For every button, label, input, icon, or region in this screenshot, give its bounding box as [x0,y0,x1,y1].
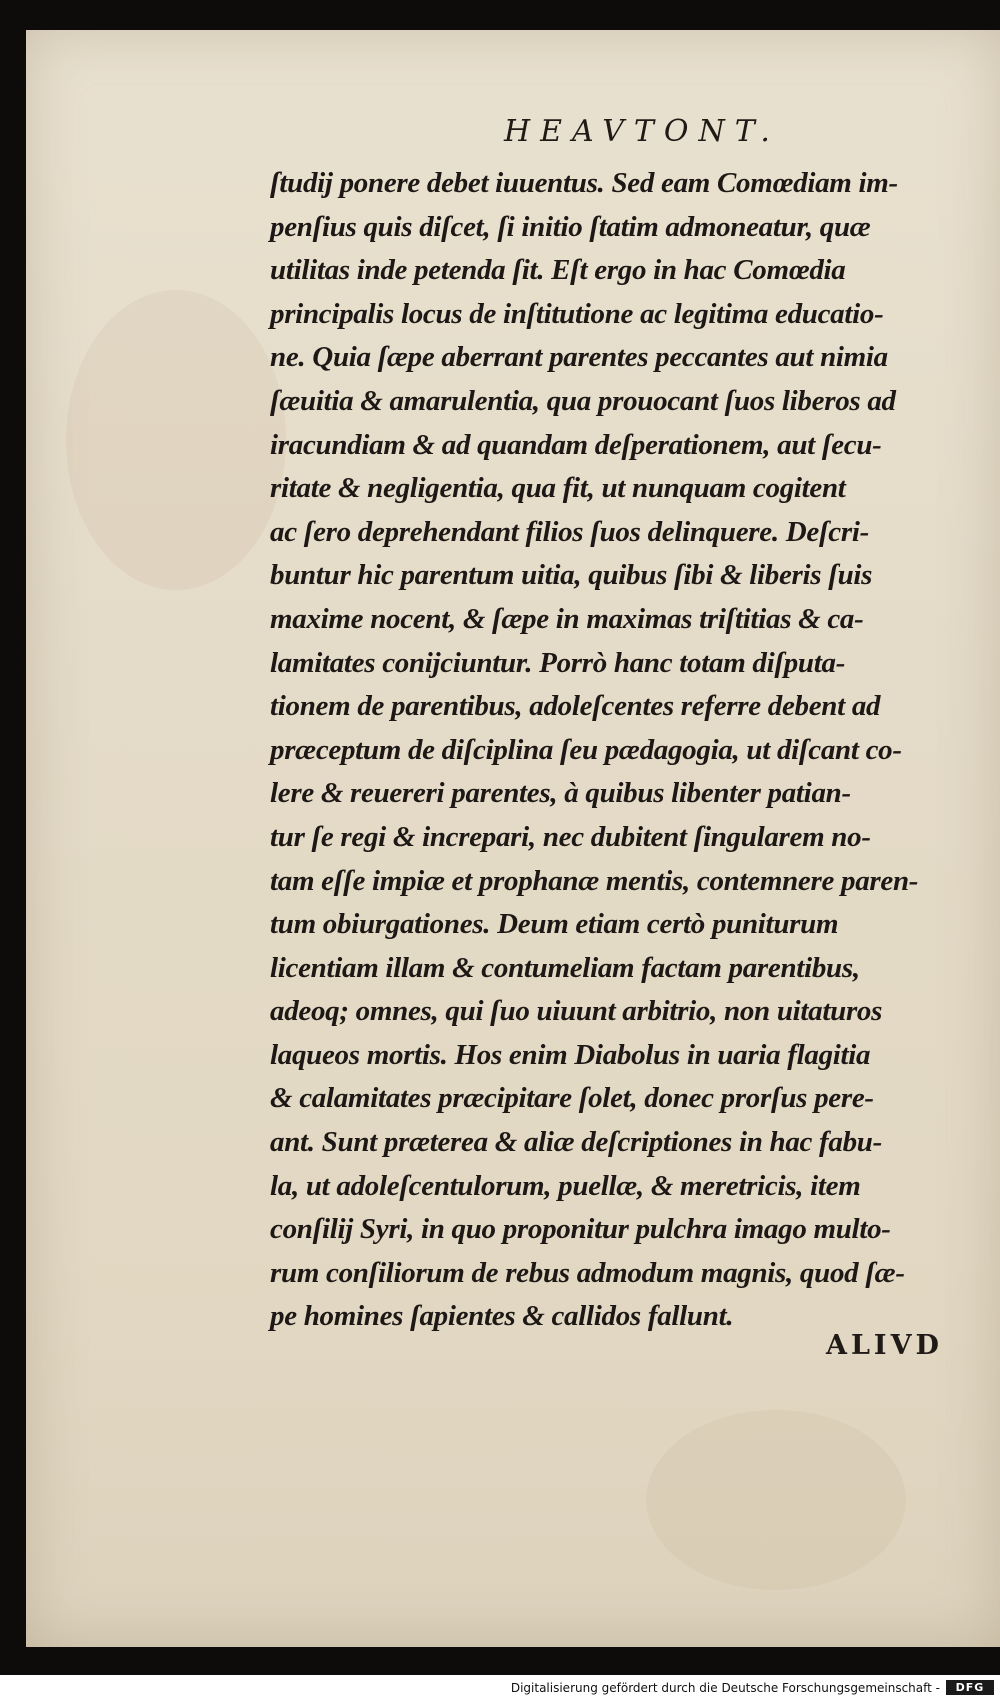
book-page [26,30,1000,1647]
text-line: lamitates conijciuntur. Porrò hanc totam diſputa- [270,646,846,679]
text-line: maxime nocent, & ſæpe in maximas triſtitias & ca- [270,602,864,635]
text-line: principalis locus de inſtitutione ac legitima educatio- [270,297,884,330]
text-line: ſtudij ponere debet iuuentus. Sed eam Comœdiam im- [270,167,898,199]
dfg-logo: DFG [946,1680,994,1695]
text-line: tam eſſe impiæ et prophanæ mentis, contemnere paren- [270,864,919,897]
text-line: la, ut adoleſcentulorum, puellæ, & meretricis, item [270,1169,861,1202]
text-line: & calamitates præcipitare ſolet, donec prorſus pere- [270,1082,874,1115]
text-line: licentiam illam & contumeliam factam parentibus, [270,951,860,984]
text-line: iracundiam & ad quandam deſperationem, aut ſecu- [270,428,882,461]
text-line: tur ſe regi & increpari, nec dubitent ſingularem no- [270,820,871,853]
text-line: conſilij Syri, in quo proponitur pulchra imago multo- [270,1213,891,1246]
text-line: ritate & negligentia, qua fit, ut nunquam cogitent [270,472,846,505]
text-line: ne. Quia ſæpe aberrant parentes peccantes aut nimia [270,341,888,374]
text-line: ac ſero deprehendant filios ſuos delinquere. Deſcri- [270,515,869,548]
text-line: præceptum de diſciplina ſeu pædagogia, ut diſcant co- [270,733,902,766]
footer-bar [0,1675,1000,1699]
text-line: pe homines ſapientes & callidos fallunt. [270,1300,734,1333]
paper-stain [66,290,286,590]
text-line: adeoq; omnes, qui ſuo uiuunt arbitrio, non uitaturos [270,995,883,1028]
text-line: utilitas inde petenda ſit. Eſt ergo in hac Comœdia [270,254,846,287]
text-line: laqueos mortis. Hos enim Diabolus in uaria flagitia [270,1038,871,1071]
paper-stain [646,1410,906,1590]
text-line: rum conſiliorum de rebus admodum magnis, quod ſæ- [270,1256,905,1289]
text-line: penſius quis diſcet, ſi initio ſtatim admoneatur, quæ [270,210,871,243]
text-line: buntur hic parentum uitia, quibus ſibi & liberis ſuis [270,559,873,592]
text-line: tionem de parentibus, adoleſcentes referre debent ad [270,690,881,723]
running-head: HEAVTONT. [504,114,780,149]
text-line: ant. Sunt præterea & aliæ deſcriptiones in hac fabu- [270,1126,882,1159]
text-line: ſæuitia & amarulentia, qua prouocant ſuos liberos ad [270,384,896,417]
digitization-credit: Digitalisierung gefördert durch die Deutsche Forschungsgemeinschaft - [510,1681,940,1695]
body-text [270,162,970,1339]
catchword: ALIVD [826,1330,943,1361]
text-line: lere & reuereri parentes, à quibus libenter patian- [270,777,851,810]
text-line: tum obiurgationes. Deum etiam certò puniturum [270,908,839,941]
